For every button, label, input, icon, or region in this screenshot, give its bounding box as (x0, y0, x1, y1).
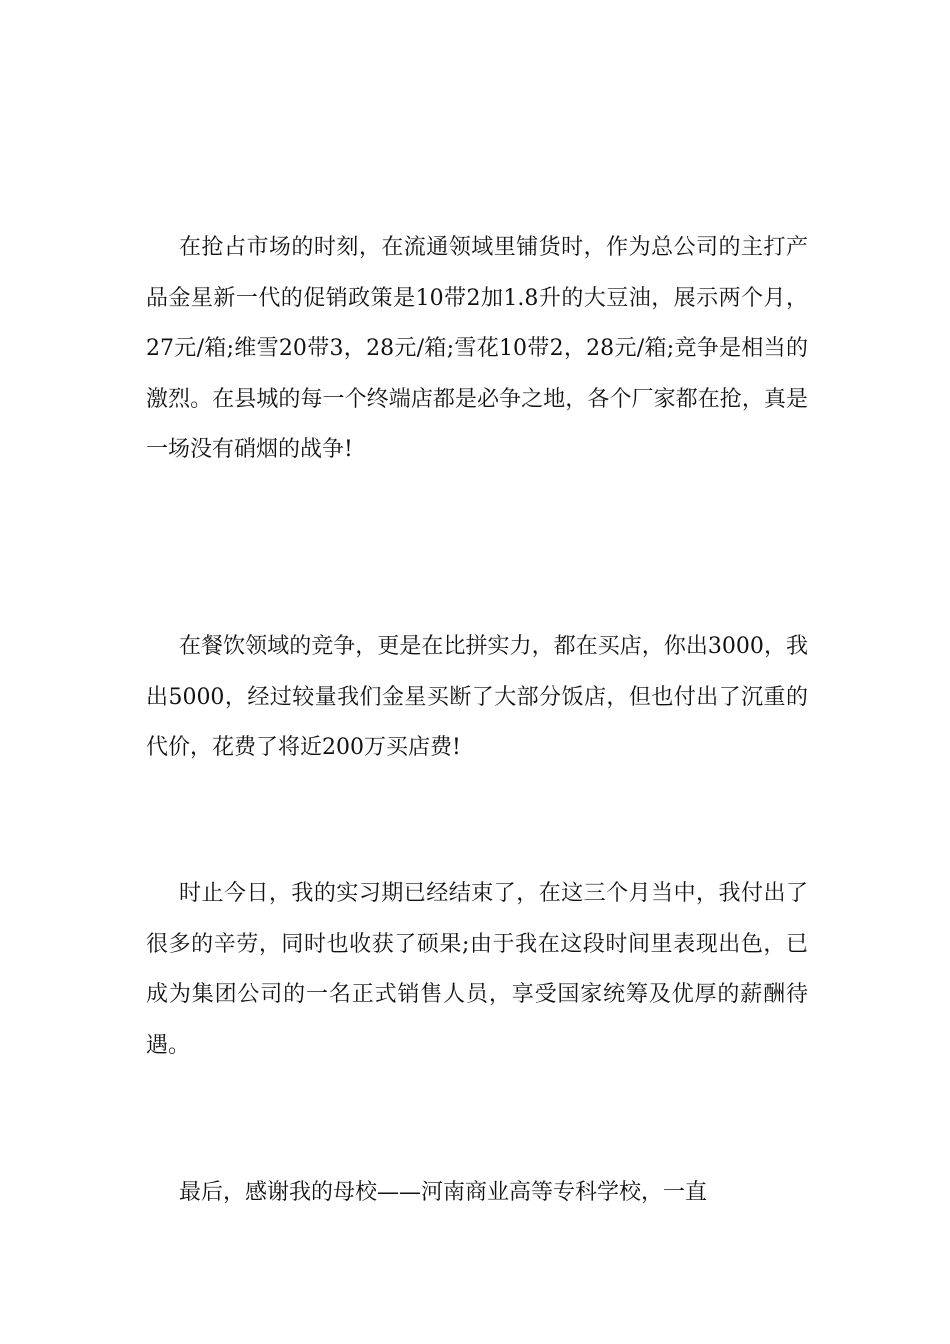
paragraph-market-competition: 在抢占市场的时刻，在流通领域里铺货时，作为总公司的主打产品金星新一代的促销政策是10带2加1.8升的大豆油，展示两个月，27元/箱;维雪20带3，28元/箱;雪花10带2，28元/箱;竞争是相当的激烈。在县城的每一个终端店都是必争之地，各个厂家都在抢，真是一场没有硝烟的战争! (146, 235, 808, 462)
paragraph-catering-competition: 在餐饮领域的竞争，更是在比拼实力，都在买店，你出3000，我出5000，经过较量我们金星买断了大部分饭店，但也付出了沉重的代价，花费了将近200万买店费! (146, 634, 808, 760)
paragraph-internship-summary: 时止今日，我的实习期已经结束了，在这三个月当中，我付出了很多的辛劳，同时也收获了硕果;由于我在这段时间里表现出色，已成为集团公司的一名正式销售人员，享受国家统筹及优厚的薪酬待遇。 (146, 881, 808, 1058)
paragraph-acknowledgement: 最后，感谢我的母校——河南商业高等专科学校，一直 (179, 1180, 708, 1205)
